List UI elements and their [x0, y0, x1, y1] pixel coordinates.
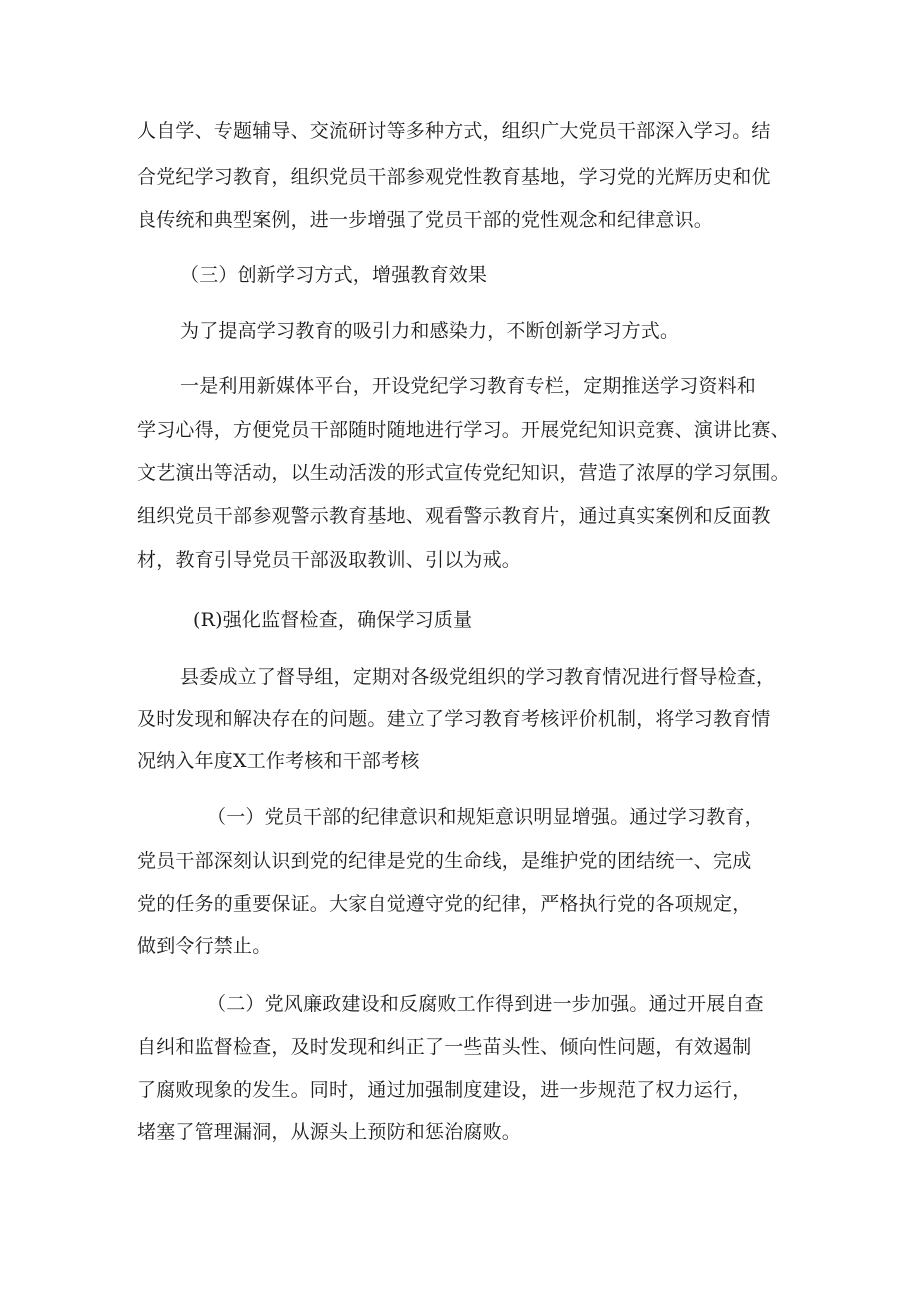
text-line: 党员干部深刻认识到党的纪律是党的生命线，是维护党的团结统一、完成: [137, 850, 752, 872]
text-line: 材，教育引导党员干部汲取教训、引以为戒。: [137, 549, 522, 571]
text-line: 况纳入年度X工作考核和干部考核: [137, 750, 420, 772]
text-line: 合党纪学习教育，组织党员干部参观党性教育基地，学习党的光辉历史和优: [137, 166, 771, 188]
text-line: 良传统和典型案例，进一步增强了党员干部的党性观念和纪律意识。: [137, 209, 714, 231]
text-line: 文艺演出等活动，以生动活泼的形式宣传党纪知识，营造了浓厚的学习氛围。: [137, 462, 790, 484]
text-line: 县委成立了督导组，定期对各级党组织的学习教育情况进行督导检查，: [180, 666, 776, 688]
text-line: 党的任务的重要保证。大家自觉遵守党的纪律，严格执行党的各项规定，: [137, 893, 752, 915]
text-line: （二）党风廉政建设和反腐败工作得到进一步加强。通过开展自查: [207, 993, 764, 1015]
text-line: 学习心得，方便党员干部随时随地进行学习。开展党纪知识竞赛、演讲比赛、: [137, 419, 790, 441]
text-line: 自纠和监督检查，及时发现和纠正了一些苗头性、倾向性问题，有效遏制: [137, 1036, 752, 1058]
text-line: 及时发现和解决存在的问题。建立了学习教育考核评价机制，将学习教育情: [137, 708, 771, 730]
heading-text: (R)强化监督检查，确保学习质量: [193, 609, 473, 631]
heading-text: （三）创新学习方式，增强教育效果: [180, 264, 488, 286]
text-line: 组织党员干部参观警示教育基地、观看警示教育片，通过真实案例和反面教: [137, 505, 771, 527]
text-line: 一是利用新媒体平台，开设党纪学习教育专栏，定期推送学习资料和: [180, 375, 757, 397]
text-line: 人自学、专题辅导、交流研讨等多种方式，组织广大党员干部深入学习。结: [137, 120, 771, 142]
text-line: 堵塞了管理漏洞，从源头上预防和惩治腐败。: [137, 1121, 522, 1143]
text-line: 了腐败现象的发生。同时，通过加强制度建设，进一步规范了权力运行，: [137, 1079, 752, 1101]
text-line: 做到令行禁止。: [137, 935, 272, 957]
text-line: 为了提高学习教育的吸引力和感染力，不断创新学习方式。: [180, 320, 680, 342]
text-line: （一）党员干部的纪律意识和规矩意识明显增强。通过学习教育，: [207, 806, 764, 828]
